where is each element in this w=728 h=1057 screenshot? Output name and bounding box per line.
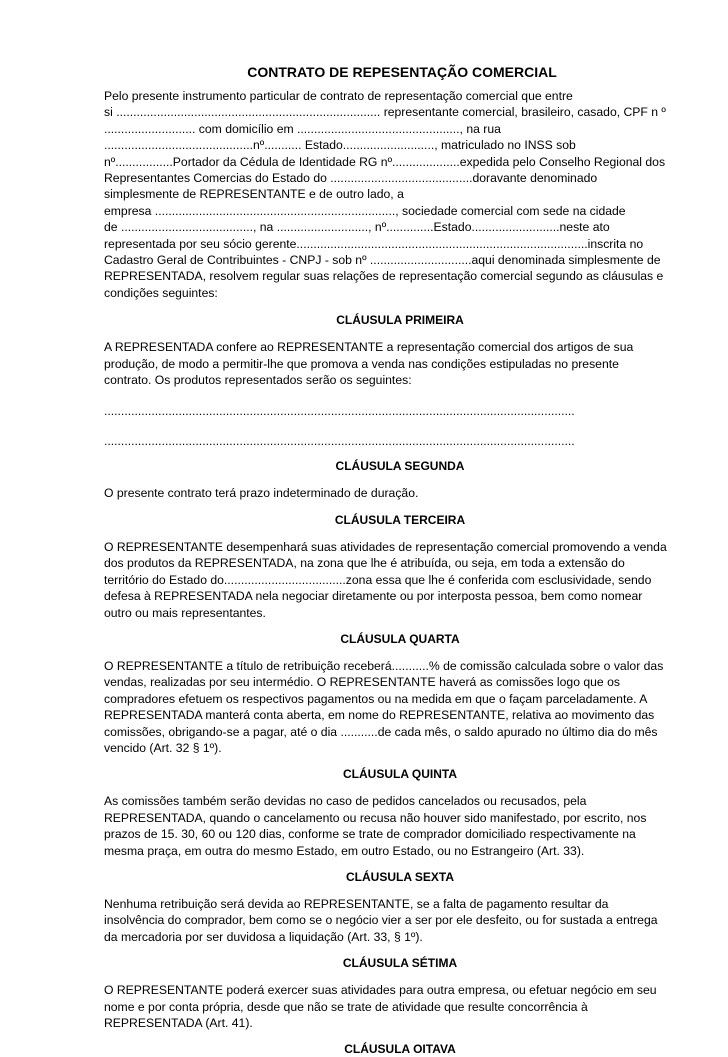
intro-paragraph (104, 88, 696, 301)
clause-line: dos produtos da REPRESENTADA, na zona que lhe é atribuída, ou seja, em toda a extensão do (104, 556, 625, 571)
clause-text (104, 539, 696, 621)
clause-line: da mercadoria por ser duvidosa a liquidação (Art. 33, § 1º). (104, 929, 423, 944)
clause-text (104, 793, 696, 859)
clause-line: O REPRESENTANTE desempenhará suas atividades de representação comercial promovendo a venda (104, 539, 667, 554)
clause-text (104, 982, 696, 1031)
clause-line: Nenhuma retribuição será devida ao REPRESENTANTE, se a falta de pagamento resultar da (104, 897, 609, 911)
intro-line: simplesmente de REPRESENTANTE e de outro lado, a (104, 187, 404, 202)
document-title: CONTRATO DE REPESENTAÇÃO COMERCIAL (247, 64, 557, 80)
clause-heading: CLÁUSULA TERCEIRA (334, 512, 466, 527)
clause-heading: CLÁUSULA PRIMEIRA (336, 313, 464, 328)
intro-line: representada por seu sócio gerente......................................................................................inscrita no (104, 236, 644, 251)
intro-line: condições seguintes: (104, 285, 218, 300)
clause-line: O REPRESENTANTE poderá exercer suas atividades para outra empresa, ou efetuar negócio em seu (104, 983, 657, 998)
clause-heading: CLÁUSULA SEXTA (346, 870, 454, 884)
clause-line: mesma praça, em outra do mesmo Estado, em outro Estado, ou no Estrangeiro (Art. 33). (104, 843, 585, 858)
product-blank-line: ........................................................................................................................................... (104, 403, 575, 418)
clause-line: REPRESENTADA manterá conta aberta, em nome do REPRESENTANTE, relativa ao movimento das (104, 708, 655, 723)
clause-line: vendas, realizadas por seu intermédio. O REPRESENTANTE haverá as comissões logo que os (104, 675, 620, 690)
clause-heading: CLÁUSULA SEGUNDA (335, 458, 465, 473)
clause-line: REPRESENTADA, quando o cancelamento ou recusa não houver sido manifestado, por escrito, nos (104, 810, 647, 825)
clause-line: compradores efetuem os respectivos pagamentos ou na medida em que o façam parceladamente. A (104, 691, 648, 706)
clause-line: prazos de 15. 30, 60 ou 120 dias, conforme se trate de comprador domiciliado respectivamente na (104, 827, 636, 842)
clause-text (104, 658, 696, 756)
clause-heading: CLÁUSULA SÉTIMA (342, 956, 458, 971)
intro-line: empresa ......................................................................., sociedade comercial com sede na cidade (104, 203, 626, 218)
intro-line: de ......................................., na ..........................., nº..............Estado..........................neste ato (104, 220, 610, 235)
clause-line: O REPRESENTANTE a título de retribuição receberá...........% de comissão calculada sobre o valor das (104, 658, 664, 673)
intro-line: nº.................Portador da Cédula de Identidade RG nº....................expedida pelo Conselho Regional dos (104, 154, 666, 169)
clause-line: vencido (Art. 32 § 1º). (104, 740, 222, 755)
clause-text (104, 485, 696, 501)
product-blank-line: ........................................................................................................................................... (104, 433, 575, 448)
intro-line: ........................... com domicílio em ................................................, na rua (104, 121, 501, 136)
intro-line: Pelo presente instrumento particular de contrato de representação comercial que entre (104, 89, 573, 103)
intro-line: si .............................................................................. representante comercial, brasileiro, casado, CPF n º (104, 105, 666, 120)
clause-line: O presente contrato terá prazo indeterminado de duração. (104, 485, 419, 500)
clause-line: defesa à REPRESENTADA nela negociar diretamente ou por interposta pessoa, bem como nomear (104, 589, 643, 604)
clause-heading: CLÁUSULA OITAVA (344, 1042, 456, 1057)
clause-text (104, 339, 696, 388)
intro-line: Cadastro Geral de Contribuintes - CNPJ - sob nº ..............................aqui denominada simplesmente de (104, 253, 661, 268)
clause-line: REPRESENTADA (Art. 41). (104, 1016, 253, 1031)
clause-line: nome e por conta própria, desde que não se trate de atividade que resulte concorrência à (104, 999, 588, 1014)
clause-line: comissões, obrigando-se a pagar, até o dia ...........de cada mês, o saldo apurado no último dia do mês (104, 724, 658, 739)
clause-text (104, 896, 696, 945)
intro-line: REPRESENTADA, resolvem regular suas relações de representação comercial segundo as cláusulas e (104, 269, 664, 284)
clause-line: contrato. Os produtos representados serão os seguintes: (104, 373, 412, 388)
clause-line: insolvência do comprador, bem como se o negócio vier a ser por ele desfeito, ou for sustada a entrega (104, 913, 658, 928)
clause-heading: CLÁUSULA QUARTA (340, 631, 460, 646)
contract-page (104, 63, 696, 1057)
clause-line: As comissões também serão devidas no caso de pedidos cancelados ou recusados, pela (104, 794, 587, 809)
intro-line: ............................................nº........... Estado..........................., matriculado no INSS sob (104, 138, 576, 153)
clause-line: território do Estado do....................................zona essa que lhe é conferida com esclusividade, sendo (104, 572, 652, 587)
clause-line: outro ou mais representantes. (104, 605, 266, 620)
intro-line: Representantes Comercias do Estado do ..........................................doravante denominado (104, 171, 598, 186)
clause-heading: CLÁUSULA QUINTA (343, 767, 457, 782)
clause-line: produção, de modo a permitir-lhe que promova a venda nas condições estipuladas no presente (104, 356, 619, 371)
clause-line: A REPRESENTADA confere ao REPRESENTANTE a representação comercial dos artigos de sua (104, 340, 634, 355)
